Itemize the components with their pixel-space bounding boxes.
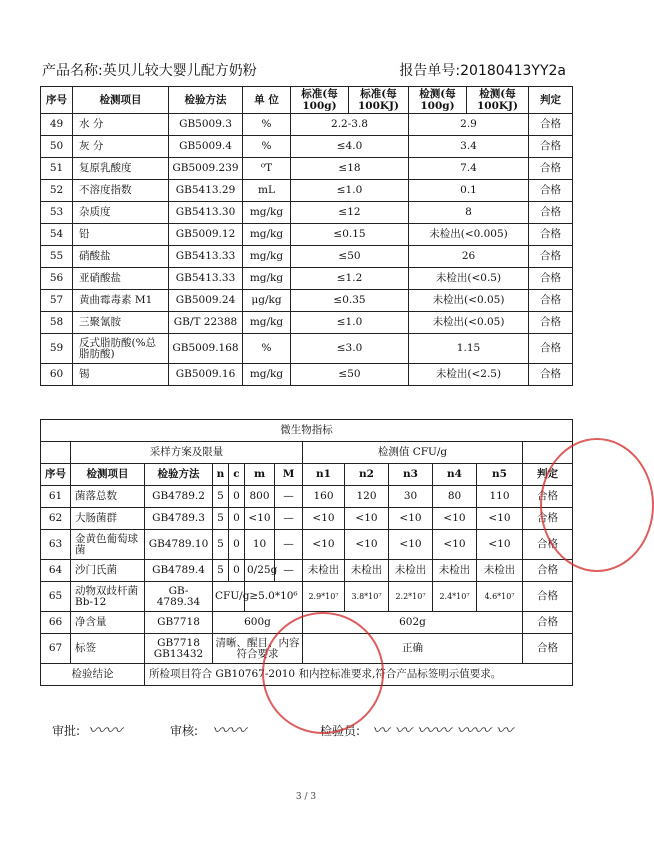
row-judge: 合格 <box>529 136 573 158</box>
col-n3: n3 <box>389 464 433 486</box>
row-m: 800 <box>245 486 275 508</box>
row-result: 未检出(<0.05) <box>409 290 529 312</box>
row-unit: % <box>243 136 291 158</box>
inspector-signatures: 〰 〰 〰〰 〰〰 〰 <box>372 721 513 741</box>
row-method: GB4789.3 <box>145 508 213 530</box>
value-n5: 110 <box>477 486 523 508</box>
row-result: 1.15 <box>409 334 529 364</box>
row-no: 49 <box>41 114 73 136</box>
row-result: 8 <box>409 202 529 224</box>
row-method: GB5009.12 <box>169 224 243 246</box>
row-std: ≤3.0 <box>291 334 409 364</box>
row-m: 0/25g <box>245 560 275 582</box>
row-M: — <box>275 486 303 508</box>
row-no: 58 <box>41 312 73 334</box>
row-item: 金黄色葡萄球菌 <box>71 530 145 560</box>
value-n3: <10 <box>389 508 433 530</box>
table-row <box>41 158 573 180</box>
row-method: GB5009.24 <box>169 290 243 312</box>
row-item: 杂质度 <box>73 202 169 224</box>
table-row <box>41 486 573 508</box>
row-std: ≤18 <box>291 158 409 180</box>
row-std: ≤50 <box>291 364 409 386</box>
row-judge: 合格 <box>529 312 573 334</box>
value-n1: 2.9*10⁷ <box>303 582 345 612</box>
sampling-plan-header: 采样方案及限量 <box>71 442 303 464</box>
row-unit: mg/kg <box>243 312 291 334</box>
row-no: 60 <box>41 364 73 386</box>
row-judge: 合格 <box>529 364 573 386</box>
row-method: GB4789.2 <box>145 486 213 508</box>
col-n: n <box>213 464 229 486</box>
row-item: 反式脂肪酸(%总脂肪酸) <box>73 334 169 364</box>
row-std: ≤0.15 <box>291 224 409 246</box>
row-result: 2.9 <box>409 114 529 136</box>
row-result: 未检出(<2.5) <box>409 364 529 386</box>
row-unit: mg/kg <box>243 224 291 246</box>
row-judge: 合格 <box>529 290 573 312</box>
row-method: GB5413.33 <box>169 268 243 290</box>
col-unit: 单 位 <box>243 87 291 114</box>
row-std: ≤1.0 <box>291 312 409 334</box>
row-no: 63 <box>41 530 71 560</box>
row-item: 灰 分 <box>73 136 169 158</box>
row-item: 不溶度指数 <box>73 180 169 202</box>
row-no: 59 <box>41 334 73 364</box>
row-item: 复原乳酸度 <box>73 158 169 180</box>
col-no: 序号 <box>41 87 73 114</box>
row-item: 沙门氏菌 <box>71 560 145 582</box>
row-judge: 合格 <box>523 560 573 582</box>
row-unit: ⁰T <box>243 158 291 180</box>
row-std: 600g <box>213 612 303 634</box>
row-c: 0 <box>229 486 245 508</box>
row-no: 53 <box>41 202 73 224</box>
table-row <box>41 224 573 246</box>
row-judge: 合格 <box>523 634 573 664</box>
value-n5: 4.6*10⁷ <box>477 582 523 612</box>
row-std: 清晰、醒目、内容符合要求 <box>213 634 303 664</box>
row-judge: 合格 <box>523 582 573 612</box>
table-row <box>41 290 573 312</box>
row-judge: 合格 <box>529 268 573 290</box>
row-unit: mg/kg <box>243 246 291 268</box>
row-std: ≤50 <box>291 246 409 268</box>
row-judge: 合格 <box>529 114 573 136</box>
row-no: 64 <box>41 560 71 582</box>
row-unit: % <box>243 114 291 136</box>
row-unit: μg/kg <box>243 290 291 312</box>
table-row <box>41 582 573 612</box>
row-result: 正确 <box>303 634 523 664</box>
review-label: 审核: <box>170 724 199 738</box>
row-item: 水 分 <box>73 114 169 136</box>
table-row <box>41 114 573 136</box>
row-judge: 合格 <box>529 334 573 364</box>
detect-value-header: 检测值 CFU/g <box>303 442 523 464</box>
row-judge: 合格 <box>523 530 573 560</box>
row-method: GB5009.4 <box>169 136 243 158</box>
report-number: 报告单号:20180413YY2a <box>399 63 566 79</box>
col-no: 序号 <box>41 464 71 486</box>
row-M: — <box>275 530 303 560</box>
row-judge: 合格 <box>529 246 573 268</box>
row-item: 大肠菌群 <box>71 508 145 530</box>
row-std: ≤1.2 <box>291 268 409 290</box>
row-unit: mg/kg <box>243 268 291 290</box>
table-row <box>41 246 573 268</box>
value-n4: 80 <box>433 486 477 508</box>
value-n1: <10 <box>303 508 345 530</box>
value-n1: 未检出 <box>303 560 345 582</box>
row-m: <10 <box>245 508 275 530</box>
value-n2: 未检出 <box>345 560 389 582</box>
table-row <box>41 180 573 202</box>
row-item: 动物双歧杆菌 Bb-12 <box>71 582 145 612</box>
row-n: 5 <box>213 530 229 560</box>
value-n4: 2.4*10⁷ <box>433 582 477 612</box>
conclusion-text: 所检项目符合 GB10767-2010 和内控标准要求,符合产品标签明示值要求。 <box>145 664 573 686</box>
table-row <box>41 560 573 582</box>
table-row <box>41 202 573 224</box>
chemical-indicators-table <box>40 86 573 386</box>
table-header-row <box>41 87 573 114</box>
row-std: ≤1.0 <box>291 180 409 202</box>
row-judge: 合格 <box>529 180 573 202</box>
row-unit: % <box>243 334 291 364</box>
row-item: 标签 <box>71 634 145 664</box>
row-method: GB5413.30 <box>169 202 243 224</box>
row-no: 54 <box>41 224 73 246</box>
col-method: 检验方法 <box>169 87 243 114</box>
row-no: 55 <box>41 246 73 268</box>
value-n4: <10 <box>433 530 477 560</box>
value-n2: <10 <box>345 530 389 560</box>
row-judge: 合格 <box>529 158 573 180</box>
row-no: 51 <box>41 158 73 180</box>
col-item: 检测项目 <box>71 464 145 486</box>
col-n2: n2 <box>345 464 389 486</box>
value-n3: 2.2*10⁷ <box>389 582 433 612</box>
table-row <box>41 268 573 290</box>
row-unit: CFU/g <box>213 582 245 612</box>
table-row <box>41 136 573 158</box>
row-m: 10 <box>245 530 275 560</box>
conclusion-label: 检验结论 <box>41 664 145 686</box>
value-n4: <10 <box>433 508 477 530</box>
row-item: 亚硝酸盐 <box>73 268 169 290</box>
row-item: 黄曲霉毒素 M1 <box>73 290 169 312</box>
row-no: 61 <box>41 486 71 508</box>
table-row <box>41 364 573 386</box>
row-item: 铅 <box>73 224 169 246</box>
row-judge: 合格 <box>529 224 573 246</box>
value-n1: <10 <box>303 530 345 560</box>
row-result: 26 <box>409 246 529 268</box>
col-c: c <box>229 464 245 486</box>
row-method: GB4789.4 <box>145 560 213 582</box>
row-M: — <box>275 560 303 582</box>
company-seal-stamp <box>262 612 384 734</box>
row-result: 7.4 <box>409 158 529 180</box>
blank-cell <box>41 442 71 464</box>
row-judge: 合格 <box>523 508 573 530</box>
row-no: 65 <box>41 582 71 612</box>
row-method: GB4789.10 <box>145 530 213 560</box>
col-n4: n4 <box>433 464 477 486</box>
col-n5: n5 <box>477 464 523 486</box>
product-name: 产品名称:英贝儿较大婴儿配方奶粉 <box>42 63 257 79</box>
col-res-100g: 检测(每100g) <box>409 87 467 114</box>
row-item: 锡 <box>73 364 169 386</box>
col-std-100g: 标准(每100g) <box>291 87 349 114</box>
value-n5: <10 <box>477 530 523 560</box>
row-item: 三聚氰胺 <box>73 312 169 334</box>
row-no: 57 <box>41 290 73 312</box>
row-M: — <box>275 508 303 530</box>
row-result: 未检出(<0.05) <box>409 312 529 334</box>
row-unit: mg/kg <box>243 202 291 224</box>
row-result: 未检出(<0.005) <box>409 224 529 246</box>
row-result: 602g <box>303 612 523 634</box>
col-std-100kj: 标准(每100KJ) <box>349 87 409 114</box>
col-res-100kj: 检测(每100KJ) <box>467 87 529 114</box>
value-n2: 120 <box>345 486 389 508</box>
value-n1: 160 <box>303 486 345 508</box>
value-n3: 未检出 <box>389 560 433 582</box>
col-judge: 判定 <box>529 87 573 114</box>
col-item: 检测项目 <box>73 87 169 114</box>
row-no: 50 <box>41 136 73 158</box>
row-n: 5 <box>213 508 229 530</box>
row-std: ≤4.0 <box>291 136 409 158</box>
row-unit: mL <box>243 180 291 202</box>
row-item: 硝酸盐 <box>73 246 169 268</box>
row-no: 52 <box>41 180 73 202</box>
row-no: 67 <box>41 634 71 664</box>
row-method: GB5009.168 <box>169 334 243 364</box>
value-n2: 3.8*10⁷ <box>345 582 389 612</box>
table-row <box>41 334 573 364</box>
row-method: GB5009.239 <box>169 158 243 180</box>
row-item: 净含量 <box>71 612 145 634</box>
row-result: 未检出(<0.5) <box>409 268 529 290</box>
row-result: 3.4 <box>409 136 529 158</box>
row-judge: 合格 <box>523 612 573 634</box>
value-n3: <10 <box>389 530 433 560</box>
value-n5: <10 <box>477 508 523 530</box>
row-n: 5 <box>213 486 229 508</box>
row-c: 0 <box>229 560 245 582</box>
review-signature: 〰〰 <box>212 721 246 741</box>
report-header <box>42 60 570 82</box>
micro-header-row <box>41 464 573 486</box>
col-method: 检验方法 <box>145 464 213 486</box>
row-limit: ≥5.0*10⁶ <box>245 582 303 612</box>
approve-signature: 〰〰 <box>88 721 122 741</box>
table-row <box>41 530 573 560</box>
row-method: GB5413.33 <box>169 246 243 268</box>
row-unit: mg/kg <box>243 364 291 386</box>
row-judge: 合格 <box>523 486 573 508</box>
value-n4: 未检出 <box>433 560 477 582</box>
row-c: 0 <box>229 508 245 530</box>
row-std: ≤0.35 <box>291 290 409 312</box>
row-std: 2.2-3.8 <box>291 114 409 136</box>
row-method: GB5413.29 <box>169 180 243 202</box>
approve-label: 审批: <box>52 724 81 738</box>
col-judge: 判定 <box>523 464 573 486</box>
col-m: m <box>245 464 275 486</box>
row-c: 0 <box>229 530 245 560</box>
row-method: GB-4789.34 <box>145 582 213 612</box>
row-item: 菌落总数 <box>71 486 145 508</box>
row-method: GB5009.16 <box>169 364 243 386</box>
page-number: 3 / 3 <box>295 792 317 802</box>
row-method: GB7718 GB13432 <box>145 634 213 664</box>
table-row <box>41 508 573 530</box>
value-n5: 未检出 <box>477 560 523 582</box>
row-method: GB/T 22388 <box>169 312 243 334</box>
value-n2: <10 <box>345 508 389 530</box>
micro-title: 微生物指标 <box>41 420 573 442</box>
value-n3: 30 <box>389 486 433 508</box>
row-no: 66 <box>41 612 71 634</box>
row-result: 0.1 <box>409 180 529 202</box>
row-method: GB5009.3 <box>169 114 243 136</box>
col-n1: n1 <box>303 464 345 486</box>
row-no: 56 <box>41 268 73 290</box>
col-M: M <box>275 464 303 486</box>
row-method: GB7718 <box>145 612 213 634</box>
row-judge: 合格 <box>529 202 573 224</box>
table-row <box>41 312 573 334</box>
inspector-label: 检验员: <box>320 724 361 738</box>
company-seal-stamp <box>540 438 654 572</box>
row-n: 5 <box>213 560 229 582</box>
row-no: 62 <box>41 508 71 530</box>
row-std: ≤12 <box>291 202 409 224</box>
